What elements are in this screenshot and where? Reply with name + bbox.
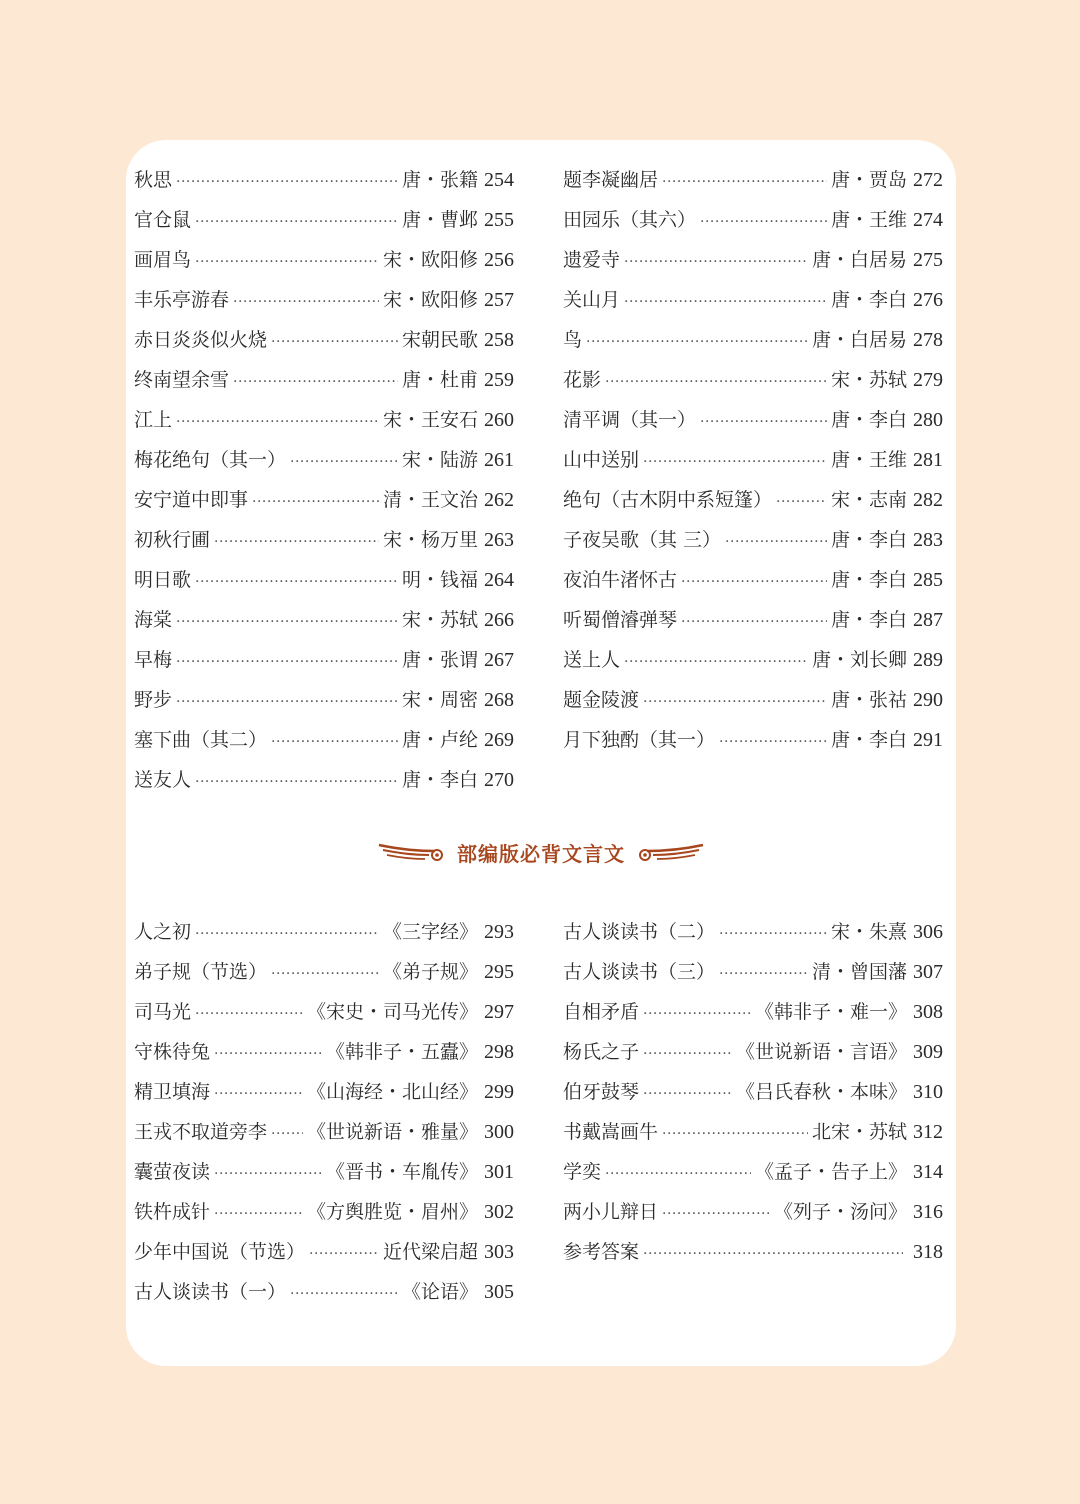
toc-leader-dots xyxy=(662,1194,770,1232)
toc-entry-author: 宋・杨万里 xyxy=(382,529,478,551)
toc-leader-dots xyxy=(214,1034,322,1072)
toc-entry-author: 明・钱福 xyxy=(401,569,478,591)
toc-entry[interactable] xyxy=(134,600,514,640)
toc-entry-page: 312 xyxy=(913,1121,943,1143)
toc-entry-title: 遗爱寺 xyxy=(563,249,621,271)
toc-entry[interactable] xyxy=(563,1032,943,1072)
section-banner xyxy=(376,828,706,876)
toc-entry-title: 古人谈读书（三） xyxy=(563,961,716,983)
toc-entry-author: 《论语》 xyxy=(401,1281,478,1303)
toc-leader-dots xyxy=(195,762,398,800)
toc-entry-page: 279 xyxy=(913,369,943,391)
toc-entry[interactable] xyxy=(134,1152,514,1192)
toc-entry-author: 唐・张谓 xyxy=(401,649,478,671)
toc-entry-author: 唐・卢纶 xyxy=(401,729,478,751)
toc-entry-title: 画眉鸟 xyxy=(134,249,192,271)
toc-entry-page: 314 xyxy=(913,1161,943,1183)
toc-column-1 xyxy=(134,160,514,800)
toc-entry[interactable] xyxy=(563,320,943,360)
toc-entry-title: 司马光 xyxy=(134,1001,192,1023)
toc-entry-title: 野步 xyxy=(134,689,173,711)
toc-entry-title: 花影 xyxy=(563,369,602,391)
toc-entry-title: 精卫填海 xyxy=(134,1081,211,1103)
toc-leader-dots xyxy=(214,1074,303,1112)
toc-entry-page: 264 xyxy=(484,569,514,591)
toc-entry-author: 唐・李白 xyxy=(830,529,907,551)
toc-entry-page: 283 xyxy=(913,529,943,551)
toc-leader-dots xyxy=(725,522,827,560)
toc-entry-title: 囊萤夜读 xyxy=(134,1161,211,1183)
toc-leader-dots xyxy=(271,722,398,760)
toc-leader-dots xyxy=(214,522,379,560)
toc-entry-title: 初秋行圃 xyxy=(134,529,211,551)
toc-entry-author: 唐・王维 xyxy=(830,449,907,471)
toc-entry[interactable] xyxy=(134,320,514,360)
toc-leader-dots xyxy=(643,1074,732,1112)
toc-leader-dots xyxy=(700,202,827,240)
toc-entry-title: 杨氏之子 xyxy=(563,1041,640,1063)
toc-entry-title: 赤日炎炎似火烧 xyxy=(134,329,268,351)
toc-entry[interactable] xyxy=(563,1192,943,1232)
toc-entry[interactable] xyxy=(563,640,943,680)
toc-leader-dots xyxy=(643,1034,732,1072)
toc-leader-dots xyxy=(719,722,827,760)
toc-entry[interactable] xyxy=(134,1272,514,1312)
toc-entry-title: 绝句（古木阴中系短篷） xyxy=(563,489,773,511)
toc-entry-author: 《韩非子・难一》 xyxy=(754,1001,907,1023)
toc-entry-author: 唐・张籍 xyxy=(401,169,478,191)
toc-leader-dots xyxy=(624,242,808,280)
toc-entry-author: 宋・欧阳修 xyxy=(382,249,478,271)
toc-entry-page: 260 xyxy=(484,409,514,431)
toc-entry-title: 丰乐亭游春 xyxy=(134,289,230,311)
toc-leader-dots xyxy=(624,282,827,320)
toc-leader-dots xyxy=(719,954,808,992)
toc-entry-title: 明日歌 xyxy=(134,569,192,591)
toc-entry-author: 唐・贾岛 xyxy=(830,169,907,191)
toc-entry-page: 280 xyxy=(913,409,943,431)
toc-entry-page: 307 xyxy=(913,961,943,983)
toc-entry-title: 少年中国说（节选） xyxy=(134,1241,306,1263)
toc-entry-author: 《弟子规》 xyxy=(382,961,478,983)
toc-entry-page: 303 xyxy=(484,1241,514,1263)
toc-entry[interactable] xyxy=(134,400,514,440)
toc-entry-page: 308 xyxy=(913,1001,943,1023)
toc-entry-author: 唐・曹邺 xyxy=(401,209,478,231)
toc-leader-dots xyxy=(643,442,827,480)
toc-entry-page: 262 xyxy=(484,489,514,511)
toc-entry-author: 《山海经・北山经》 xyxy=(306,1081,478,1103)
toc-entry-page: 291 xyxy=(913,729,943,751)
toc-entry-title: 送上人 xyxy=(563,649,621,671)
toc-entry[interactable] xyxy=(134,992,514,1032)
toc-entry[interactable] xyxy=(134,1232,514,1272)
toc-entry[interactable] xyxy=(134,952,514,992)
toc-entry-title: 清平调（其一） xyxy=(563,409,697,431)
toc-entry-page: 268 xyxy=(484,689,514,711)
toc-entry-author: 《世说新语・雅量》 xyxy=(306,1121,478,1143)
toc-entry-author: 唐・李白 xyxy=(830,569,907,591)
toc-entry-author: 宋・欧阳修 xyxy=(382,289,478,311)
toc-entry-page: 266 xyxy=(484,609,514,631)
toc-entry-page: 305 xyxy=(484,1281,514,1303)
toc-entry-title: 自相矛盾 xyxy=(563,1001,640,1023)
toc-entry[interactable] xyxy=(134,200,514,240)
toc-entry-page: 274 xyxy=(913,209,943,231)
toc-entry[interactable] xyxy=(134,480,514,520)
toc-entry-author: 清・王文治 xyxy=(382,489,478,511)
toc-entry-title: 守株待兔 xyxy=(134,1041,211,1063)
toc-entry-page: 301 xyxy=(484,1161,514,1183)
toc-entry-page: 309 xyxy=(913,1041,943,1063)
toc-entry-title: 伯牙鼓琴 xyxy=(563,1081,640,1103)
banner-ornament-right-icon xyxy=(635,837,705,867)
toc-entry-author: 唐・李白 xyxy=(830,409,907,431)
toc-leader-dots xyxy=(271,1114,303,1152)
toc-entry-page: 287 xyxy=(913,609,943,631)
toc-leader-dots xyxy=(195,914,379,952)
toc-entry[interactable] xyxy=(563,440,943,480)
toc-entry-title: 子夜吴歌（其 三） xyxy=(563,529,722,551)
toc-entry-page: 282 xyxy=(913,489,943,511)
toc-entry-author: 唐・李白 xyxy=(401,769,478,791)
section-banner-title: 部编版必背文言文 xyxy=(457,841,625,866)
toc-entry-title: 早梅 xyxy=(134,649,173,671)
toc-leader-dots xyxy=(681,562,827,600)
toc-entry-page: 281 xyxy=(913,449,943,471)
toc-entry[interactable] xyxy=(563,720,943,760)
toc-entry[interactable] xyxy=(134,240,514,280)
toc-entry-author: 《孟子・告子上》 xyxy=(754,1161,907,1183)
toc-leader-dots xyxy=(719,914,827,952)
toc-entry-page: 300 xyxy=(484,1121,514,1143)
toc-entry-page: 293 xyxy=(484,921,514,943)
toc-entry-page: 256 xyxy=(484,249,514,271)
toc-entry-title: 两小儿辩日 xyxy=(563,1201,659,1223)
toc-entry-author: 《世说新语・言语》 xyxy=(735,1041,907,1063)
toc-entry-title: 夜泊牛渚怀古 xyxy=(563,569,678,591)
toc-entry-page: 290 xyxy=(913,689,943,711)
toc-entry-page: 270 xyxy=(484,769,514,791)
toc-entry-author: 《晋书・车胤传》 xyxy=(325,1161,478,1183)
toc-leader-dots xyxy=(195,562,398,600)
toc-entry[interactable] xyxy=(134,560,514,600)
toc-entry-author: 《方舆胜览・眉州》 xyxy=(306,1201,478,1223)
toc-entry[interactable] xyxy=(563,912,943,952)
toc-entry-author: 宋・苏轼 xyxy=(830,369,907,391)
toc-entry-title: 梅花绝句（其一） xyxy=(134,449,287,471)
toc-entry-author: 《列子・汤问》 xyxy=(773,1201,907,1223)
toc-entry-author: 唐・李白 xyxy=(830,609,907,631)
toc-entry-page: 269 xyxy=(484,729,514,751)
toc-leader-dots xyxy=(176,162,398,200)
toc-entry-author: 唐・白居易 xyxy=(811,249,907,271)
toc-leader-dots xyxy=(681,602,827,640)
toc-entry[interactable] xyxy=(563,600,943,640)
toc-entry-author: 宋・周密 xyxy=(401,689,478,711)
toc-column-3 xyxy=(134,912,514,1312)
toc-entry[interactable] xyxy=(563,680,943,720)
toc-entry-author: 清・曾国藩 xyxy=(811,961,907,983)
toc-entry-title: 古人谈读书（一） xyxy=(134,1281,287,1303)
toc-entry-page: 254 xyxy=(484,169,514,191)
toc-entry-author: 北宋・苏轼 xyxy=(811,1121,907,1143)
toc-card xyxy=(126,140,956,1366)
toc-entry-page: 272 xyxy=(913,169,943,191)
toc-entry-title: 送友人 xyxy=(134,769,192,791)
toc-entry-page: 302 xyxy=(484,1201,514,1223)
toc-leader-dots xyxy=(214,1194,303,1232)
toc-entry-title: 弟子规（节选） xyxy=(134,961,268,983)
toc-entry-author: 《三字经》 xyxy=(382,921,478,943)
toc-entry-author: 宋朝民歌 xyxy=(401,329,478,351)
toc-leader-dots xyxy=(662,1114,808,1152)
toc-entry[interactable] xyxy=(563,1232,943,1272)
toc-entry-page: 259 xyxy=(484,369,514,391)
toc-entry-page: 298 xyxy=(484,1041,514,1063)
toc-leader-dots xyxy=(214,1154,322,1192)
toc-leader-dots xyxy=(309,1234,379,1272)
toc-entry-author: 唐・白居易 xyxy=(811,329,907,351)
toc-entry[interactable] xyxy=(563,280,943,320)
toc-entry[interactable] xyxy=(134,1112,514,1152)
toc-entry-page: 278 xyxy=(913,329,943,351)
toc-entry-title: 秋思 xyxy=(134,169,173,191)
toc-entry[interactable] xyxy=(563,1072,943,1112)
toc-leader-dots xyxy=(271,954,379,992)
toc-leader-dots xyxy=(195,202,398,240)
banner-ornament-left-icon xyxy=(377,837,447,867)
toc-leader-dots xyxy=(233,362,398,400)
toc-entry-page: 263 xyxy=(484,529,514,551)
toc-entry-author: 宋・志南 xyxy=(830,489,907,511)
toc-entry-page: 285 xyxy=(913,569,943,591)
toc-entry-author: 唐・李白 xyxy=(830,729,907,751)
toc-leader-dots xyxy=(176,402,379,440)
toc-entry-title: 王戎不取道旁李 xyxy=(134,1121,268,1143)
toc-entry-title: 题李凝幽居 xyxy=(563,169,659,191)
toc-entry-page: 275 xyxy=(913,249,943,271)
toc-entry[interactable] xyxy=(134,440,514,480)
toc-entry-author: 宋・朱熹 xyxy=(830,921,907,943)
toc-entry-author: 唐・刘长卿 xyxy=(811,649,907,671)
toc-entry-author: 《韩非子・五蠹》 xyxy=(325,1041,478,1063)
toc-entry[interactable] xyxy=(563,160,943,200)
toc-entry-page: 295 xyxy=(484,961,514,983)
toc-entry-author: 唐・杜甫 xyxy=(401,369,478,391)
toc-entry-title: 书戴嵩画牛 xyxy=(563,1121,659,1143)
toc-entry[interactable] xyxy=(134,912,514,952)
toc-leader-dots xyxy=(643,1234,903,1272)
toc-entry[interactable] xyxy=(563,480,943,520)
toc-entry[interactable] xyxy=(563,560,943,600)
toc-leader-dots xyxy=(662,162,827,200)
toc-entry[interactable] xyxy=(563,520,943,560)
toc-entry-page: 267 xyxy=(484,649,514,671)
toc-entry[interactable] xyxy=(134,1072,514,1112)
toc-entry-page: 299 xyxy=(484,1081,514,1103)
toc-entry-author: 宋・陆游 xyxy=(401,449,478,471)
toc-leader-dots xyxy=(290,1274,398,1312)
toc-entry[interactable] xyxy=(563,992,943,1032)
toc-entry-title: 鸟 xyxy=(563,329,583,351)
toc-leader-dots xyxy=(195,242,379,280)
toc-entry-title: 官仓鼠 xyxy=(134,209,192,231)
toc-leader-dots xyxy=(624,642,808,680)
toc-entry-page: 310 xyxy=(913,1081,943,1103)
toc-entry[interactable] xyxy=(563,240,943,280)
toc-leader-dots xyxy=(176,682,398,720)
toc-entry[interactable] xyxy=(563,1152,943,1192)
toc-entry-page: 261 xyxy=(484,449,514,471)
toc-leader-dots xyxy=(605,1154,751,1192)
toc-entry[interactable] xyxy=(134,280,514,320)
toc-entry[interactable] xyxy=(134,760,514,800)
toc-entry-author: 《宋史・司马光传》 xyxy=(306,1001,478,1023)
toc-entry[interactable] xyxy=(134,520,514,560)
toc-entry-author: 唐・张祜 xyxy=(830,689,907,711)
toc-entry-author: 宋・王安石 xyxy=(382,409,478,431)
toc-entry-title: 终南望余雪 xyxy=(134,369,230,391)
toc-entry-title: 江上 xyxy=(134,409,173,431)
toc-entry-title: 塞下曲（其二） xyxy=(134,729,268,751)
toc-entry-page: 255 xyxy=(484,209,514,231)
toc-column-2 xyxy=(563,160,943,760)
toc-entry[interactable] xyxy=(563,952,943,992)
toc-entry-title: 人之初 xyxy=(134,921,192,943)
toc-entry-author: 唐・李白 xyxy=(830,289,907,311)
toc-leader-dots xyxy=(176,642,398,680)
toc-entry[interactable] xyxy=(134,1192,514,1232)
toc-entry[interactable] xyxy=(563,1112,943,1152)
toc-entry[interactable] xyxy=(134,160,514,200)
toc-entry-author: 宋・苏轼 xyxy=(401,609,478,631)
toc-entry-author: 《吕氏春秋・本味》 xyxy=(735,1081,907,1103)
toc-entry-page: 276 xyxy=(913,289,943,311)
toc-entry[interactable] xyxy=(134,720,514,760)
toc-entry-page: 258 xyxy=(484,329,514,351)
toc-leader-dots xyxy=(605,362,827,400)
toc-entry-title: 山中送别 xyxy=(563,449,640,471)
toc-entry-author: 唐・王维 xyxy=(830,209,907,231)
toc-leader-dots xyxy=(700,402,827,440)
toc-entry-page: 318 xyxy=(913,1241,943,1263)
toc-leader-dots xyxy=(233,282,379,320)
toc-leader-dots xyxy=(776,482,827,520)
toc-entry-title: 田园乐（其六） xyxy=(563,209,697,231)
toc-entry-author: 近代梁启超 xyxy=(382,1241,478,1263)
toc-entry-page: 297 xyxy=(484,1001,514,1023)
toc-leader-dots xyxy=(586,322,808,360)
toc-entry-title: 题金陵渡 xyxy=(563,689,640,711)
toc-leader-dots xyxy=(643,682,827,720)
toc-leader-dots xyxy=(290,442,398,480)
toc-leader-dots xyxy=(643,994,751,1032)
toc-entry[interactable] xyxy=(563,400,943,440)
toc-entry[interactable] xyxy=(563,360,943,400)
toc-entry[interactable] xyxy=(563,200,943,240)
toc-entry-page: 257 xyxy=(484,289,514,311)
toc-column-4 xyxy=(563,912,943,1272)
toc-entry-title: 月下独酌（其一） xyxy=(563,729,716,751)
toc-entry[interactable] xyxy=(134,640,514,680)
toc-entry-title: 学奕 xyxy=(563,1161,602,1183)
toc-entry-title: 关山月 xyxy=(563,289,621,311)
toc-entry-title: 铁杵成针 xyxy=(134,1201,211,1223)
toc-leader-dots xyxy=(176,602,398,640)
toc-entry-page: 306 xyxy=(913,921,943,943)
toc-entry-page: 289 xyxy=(913,649,943,671)
toc-entry[interactable] xyxy=(134,360,514,400)
toc-entry[interactable] xyxy=(134,680,514,720)
toc-leader-dots xyxy=(252,482,379,520)
toc-entry[interactable] xyxy=(134,1032,514,1072)
toc-leader-dots xyxy=(271,322,398,360)
toc-entry-page: 316 xyxy=(913,1201,943,1223)
toc-entry-title: 海棠 xyxy=(134,609,173,631)
toc-entry-title: 古人谈读书（二） xyxy=(563,921,716,943)
toc-entry-title: 听蜀僧濬弹琴 xyxy=(563,609,678,631)
toc-entry-title: 参考答案 xyxy=(563,1241,640,1263)
toc-leader-dots xyxy=(195,994,303,1032)
toc-entry-title: 安宁道中即事 xyxy=(134,489,249,511)
